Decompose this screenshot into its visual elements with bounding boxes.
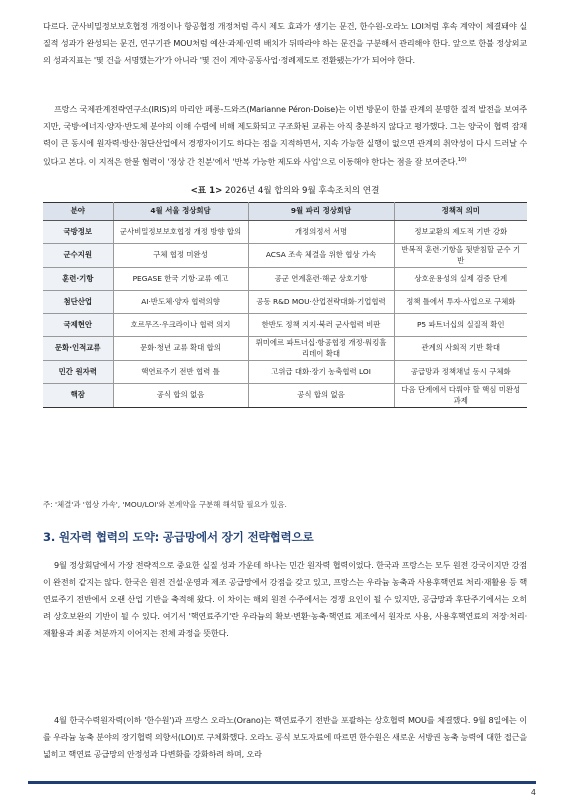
table-cell: 핵연료주기 전반 협력 틀 [113,361,248,384]
table-cell: AI·반도체·양자 협력의향 [113,291,248,314]
table-cell: 호르무즈·우크라이나 협력 의지 [113,314,248,337]
table-cell: 관계의 사회적 기반 확대 [394,337,527,361]
table-cell-category: 문화·인적교류 [43,337,113,361]
table-cell: 반복적 훈련·기항을 뒷받침할 군수 기반 [394,244,527,268]
table-cell: 공급망과 정책채널 동시 구체화 [394,361,527,384]
table-cell: P5 파트너십의 실질적 확인 [394,314,527,337]
table-cell-category: 민간 원자력 [43,361,113,384]
table-row [43,268,527,291]
table-header-cell: 정책적 의미 [394,203,527,221]
table-cell: 공식 합의 없음 [248,384,394,408]
body-paragraph-2 [43,101,527,170]
body-paragraph-4: 4월 한국수력원자력(이하 '한수원')과 프랑스 오라노(Orano)는 핵연료주기 전반을 포괄하는 상호협력 MOU를 체결했다. 9월 8일에는 이를 우라늄 농축 분야의 장기협력 의향서(LOI)로 구체화했다. 오라노 공식 보도자료에 따르면 한수원은 새로운 서방권 농축 능력에 대한 접근을 넓히고 핵연료 공급망의 안정성과 다변화를 강화하려 하며, 오라 [43,715,527,759]
footnote-ref: 10) [457,156,467,163]
table-cell-category: 훈련·기항 [43,268,113,291]
table-note: 주: '체결'과 '협상 가속', 'MOU/LOI'와 본계약을 구분해 해석할 필요가 있음. [43,500,287,509]
table-cell-category: 국제현안 [43,314,113,337]
table-cell: 공동 R&D MOU·산업전략대화·기업협력 [248,291,394,314]
body-paragraph-2-text: 프랑스 국제관계전략연구소(IRIS)의 마리안 페롱-드와즈(Marianne Péron-Doise)는 이번 방문이 한불 관계의 분명한 질적 발전을 보여주지만, 국방·에너지·양자·반도체 분야의 이해 수렴에 비해 제도화되고 구조화된 교류는 아직 충분하지 않다고 평가했다. 그는 양국이 협력 잠재력이 큰 동시에 원자력·방산·첨단산업에서 경쟁자이기도 하다는 점을 지적하면서, 지속 가능한 실행이 없으면 관계의 취약성이 다시 드러날 수 있다고 본다. 이 지적은 한불 협력이 '정상 간 친분'에서 '반복 가능한 제도와 사업'으로 이동해야 한다는 점을 잘 보여준다. [43,104,527,167]
table-cell: 군사비밀정보보호협정 개정 방향 합의 [113,221,248,244]
table-cell-category: 군수지원 [43,244,113,268]
section-heading: 3. 원자력 협력의 도약: 공급망에서 장기 전략협력으로 [43,530,314,544]
table-cell-category: 핵잠 [43,384,113,408]
table-row [43,361,527,384]
table-cell: 개정의정서 서명 [248,221,394,244]
table-cell-category: 국방정보 [43,221,113,244]
table-row [43,291,527,314]
summary-table [43,202,527,408]
table-cell: 뤼미에르 파트너십·항공협정 개정·워킹홀리데이 확대 [248,337,394,361]
table-caption-text: 2026년 4월 합의와 9월 후속조치의 연결 [225,186,380,196]
table-cell: 한반도 정책 지지·북러 군사협력 비판 [248,314,394,337]
table-row [43,221,527,244]
table-caption [43,184,527,198]
footer-rule [28,781,536,784]
table-cell: PEGASE 한국 기항·교류 예고 [113,268,248,291]
table-cell: 정책 틀에서 투자·사업으로 구체화 [394,291,527,314]
table-row [43,384,527,408]
body-paragraph-1: 다르다. 군사비밀정보보호협정 개정이나 항공협정 개정처럼 즉시 제도 효과가 생기는 문건, 한수원-오라노 LOI처럼 후속 계약이 체결돼야 실질적 성과가 완성되는 문건, 연구기관 MOU처럼 예산·과제·인력 배치가 뒤따라야 하는 문건을 구분해서 관리해야 한다. 앞으로 한불 정상외교의 성과지표는 '몇 건을 서명했는가'가 아니라 '몇 건이 계약·공동사업·정례제도로 전환됐는가'가 되어야 한다. [43,21,527,65]
table-cell: 고위급 대화·장기 농축협력 LOI [248,361,394,384]
table-cell: 공식 합의 없음 [113,384,248,408]
table-cell: 상호운용성의 실제 검증 단계 [394,268,527,291]
table-cell: 다음 단계에서 다뤄야 할 핵심 미완성 과제 [394,384,527,408]
table-row [43,337,527,361]
table-cell: 공군 연계훈련·해군 상호기항 [248,268,394,291]
table-cell: ACSA 조속 체결을 위한 협상 가속 [248,244,394,268]
table-header-cell: 4월 서울 정상회담 [113,203,248,221]
page-number: 4 [530,788,536,797]
body-paragraph-3: 9월 정상회담에서 가장 전략적으로 중요한 실질 성과 가운데 하나는 민간 원자력 협력이었다. 한국과 프랑스는 모두 원전 강국이지만 강점이 완전히 같지는 않다. 한국은 원전 건설·운영과 제조 공급망에서 강점을 갖고 있고, 프랑스는 우라늄 농축과 사용후핵연료 처리·재활용 등 핵연료주기 전반에서 오랜 산업 기반을 축적해 왔다. 이 차이는 해외 원전 수주에서는 경쟁 요인이 될 수 있지만, 공급망과 후단주기에서는 오히려 상호보완의 기반이 될 수 있다. 여기서 '핵연료주기'란 우라늄의 확보·변환·농축·핵연료 제조에서 원자로 사용, 사용후핵연료의 저장·처리·재활용과 최종 처분까지 이어지는 전체 과정을 뜻한다. [43,560,527,638]
table-row [43,244,527,268]
table-header-cell: 9월 파리 정상회담 [248,203,394,221]
table-row [43,314,527,337]
table-header-row [43,203,527,221]
table-cell: 구체 협정 미완성 [113,244,248,268]
table-caption-label: <표 1> [190,186,223,196]
table-cell: 정보교환의 제도적 기반 강화 [394,221,527,244]
table-cell: 문화·청년 교류 확대 합의 [113,337,248,361]
table-header-cell: 분야 [43,203,113,221]
table-cell-category: 첨단산업 [43,291,113,314]
